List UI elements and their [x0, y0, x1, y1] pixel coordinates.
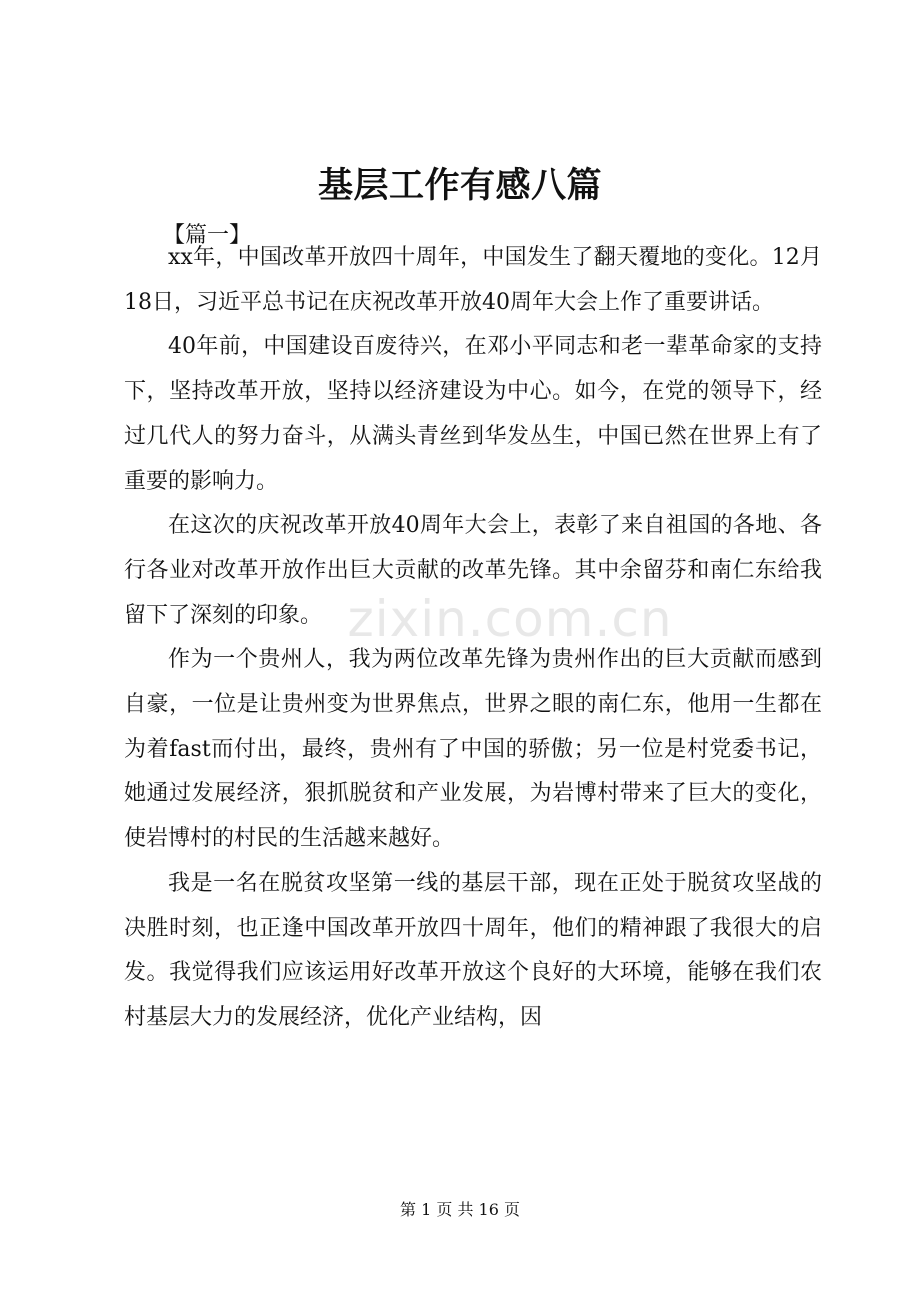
section-label: 【篇一】 — [163, 223, 252, 248]
paragraph-1: xx年，中国改革开放四十周年，中国发生了翻天覆地的变化。12月18日，习近平总书记在庆祝改革开放40周年大会上作了重要讲话。 — [124, 245, 822, 315]
paragraph-2: 40年前，中国建设百废待兴，在邓小平同志和老一辈革命家的支持下，坚持改革开放，坚持以经济建设为中心。如今，在党的领导下，经过几代人的努力奋斗，从满头青丝到华发丛生，中国已然在世界上有了重要的影响力。 — [124, 334, 822, 494]
paragraph-5: 我是一名在脱贫攻坚第一线的基层干部，现在正处于脱贫攻坚战的决胜时刻，也正逢中国改革开放四十周年，他们的精神跟了我很大的启发。我觉得我们应该运用好改革开放这个良好的大环境，能够在我们农村基层大力的发展经济，优化产业结构，因 — [124, 870, 822, 1030]
document-title: 基层工作有感八篇 — [317, 165, 602, 206]
page-footer: 第 1 页 共 16 页 — [400, 1200, 520, 1219]
paragraph-3: 在这次的庆祝改革开放40周年大会上，表彰了来自祖国的各地、各行各业对改革开放作出巨大贡献的改革先锋。其中余留芬和南仁东给我留下了深刻的印象。 — [124, 513, 822, 628]
watermark: zixin.com.cn — [347, 590, 673, 648]
document-body — [124, 236, 822, 1041]
paragraph-4: 作为一个贵州人，我为两位改革先锋为贵州作出的巨大贡献而感到自豪，一位是让贵州变为世界焦点，世界之眼的南仁东，他用一生都在为着fast而付出，最终，贵州有了中国的骄傲；另一位是村党委书记，她通过发展经济，狠抓脱贫和产业发展，为岩博村带来了巨大的变化，使岩博村的村民的生活越来越好。 — [124, 647, 822, 852]
